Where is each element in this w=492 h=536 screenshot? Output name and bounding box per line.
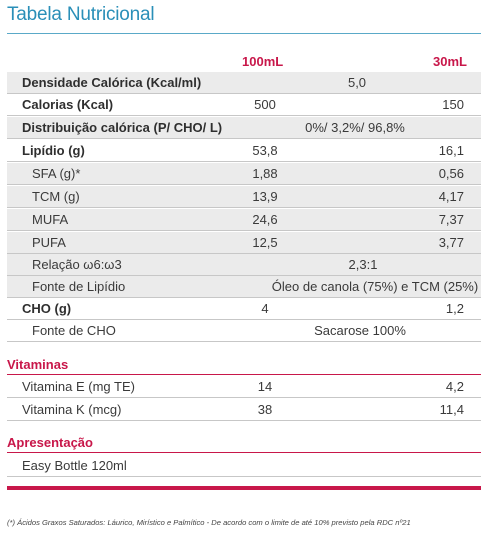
row-label: Vitamina E (mg TE) — [22, 379, 135, 394]
table-row-vitamina-k: Vitamina K (mcg) 38 11,4 — [7, 399, 481, 421]
row-label: PUFA — [32, 235, 66, 250]
row-label: Easy Bottle 120ml — [22, 458, 127, 473]
row-label: Calorias (Kcal) — [22, 97, 114, 112]
table-row-easy-bottle — [7, 455, 481, 477]
title-divider — [7, 33, 481, 34]
row-label: Fonte de CHO — [32, 323, 116, 338]
table-row-calorias: Calorias (Kcal) 500 150 — [7, 94, 481, 116]
row-value-30ml: 11,4 — [439, 402, 464, 417]
row-label: CHO (g) — [22, 301, 72, 316]
row-label: Lipídio (g) — [22, 143, 85, 158]
row-value-30ml: 3,77 — [438, 235, 464, 250]
row-label: TCM (g) — [32, 189, 80, 204]
table-row-relacao: Relação ω6:ω3 2,3:1 — [7, 254, 481, 276]
row-label: Densidade Calórica (Kcal/ml) — [22, 75, 202, 90]
table-row-sfa: SFA (g)* 1,88 0,56 — [7, 163, 481, 185]
table-row-cho: CHO (g) 4 1,2 — [7, 298, 481, 320]
column-header-30ml: 30mL — [433, 54, 467, 69]
row-value-30ml: 16,1 — [438, 143, 464, 158]
section-heading-apresentacao: Apresentação — [7, 435, 93, 450]
table-row-densidade: Densidade Calórica (Kcal/ml) 5,0 — [7, 72, 481, 94]
section-heading-vitaminas: Vitaminas — [7, 357, 69, 372]
table-row-distribuicao: Distribuição calórica (P/ CHO/ L) 0%/ 3,2%/ 96,8% — [7, 117, 481, 139]
row-label: Fonte de Lipídio — [32, 279, 126, 294]
row-value-30ml: 4,17 — [438, 189, 464, 204]
row-label: Distribuição calórica (P/ CHO/ L) — [22, 120, 223, 135]
table-row-fonte-lipidio: Fonte de Lipídio Óleo de canola (75%) e TCM (25%) — [7, 276, 481, 298]
row-value-30ml: 0,56 — [438, 166, 464, 181]
bottom-accent-bar — [7, 486, 481, 490]
table-row-tcm: TCM (g) 13,9 4,17 — [7, 186, 481, 208]
column-header-100ml: 100mL — [242, 54, 284, 69]
table-row-lipidio: Lipídio (g) 53,8 16,1 — [7, 140, 481, 162]
table-row-vitamina-e: Vitamina E (mg TE) 14 4,2 — [7, 376, 481, 398]
footnote: (*) Ácidos Graxos Saturados: Láurico, Mirístico e Palmítico - De acordo com o limite de até 10% previsto pela RDC nº21 — [7, 518, 411, 527]
row-label: MUFA — [32, 212, 69, 227]
row-value-30ml: 150 — [442, 97, 464, 112]
row-label: Vitamina K (mcg) — [22, 402, 122, 417]
row-label: Relação ω6:ω3 — [32, 257, 122, 272]
section-divider — [7, 452, 481, 453]
row-value-30ml: 7,37 — [438, 212, 464, 227]
table-row-mufa: MUFA 24,6 7,37 — [7, 209, 481, 231]
table-row-pufa: PUFA 12,5 3,77 — [7, 232, 481, 254]
table-row-fonte-cho: Fonte de CHO Sacarose 100% — [7, 320, 481, 342]
page-title: Tabela Nutricional — [7, 4, 155, 25]
row-value-30ml: 1,2 — [445, 301, 464, 316]
row-label: SFA (g)* — [32, 166, 81, 181]
section-divider — [7, 374, 481, 375]
row-value-30ml: 4,2 — [445, 379, 464, 394]
